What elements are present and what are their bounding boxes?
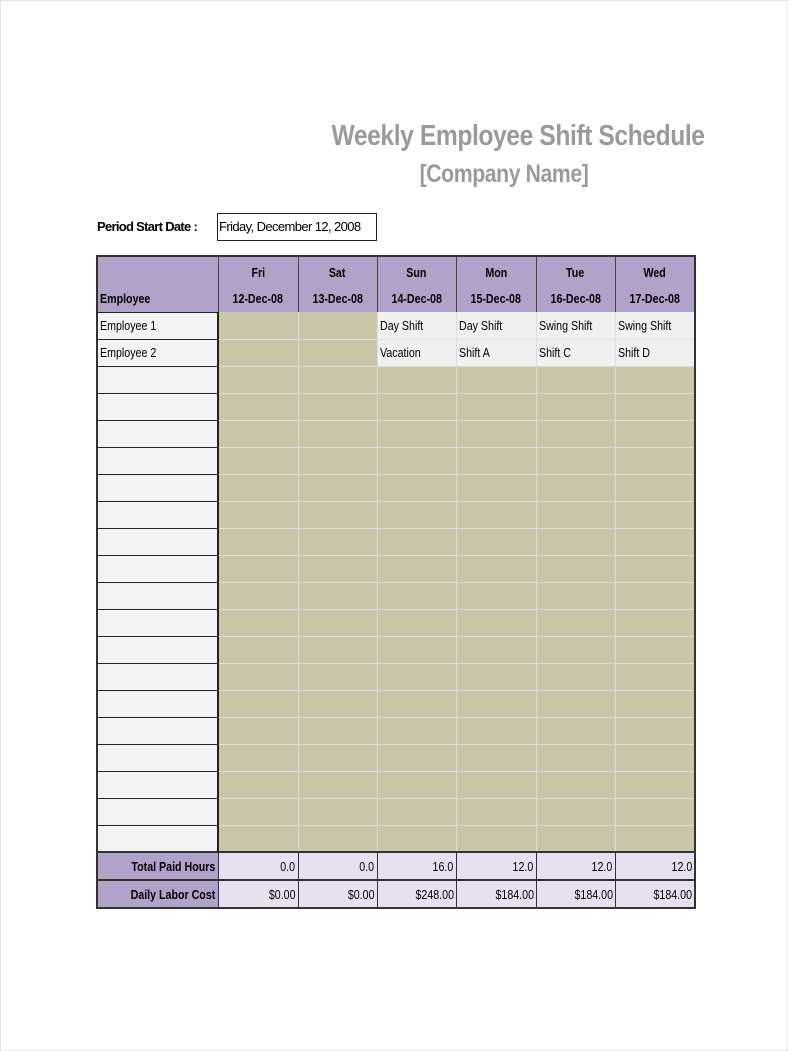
shift-cell[interactable] — [456, 609, 536, 636]
shift-cell[interactable] — [536, 528, 615, 555]
shift-cell-text: Vacation — [379, 345, 421, 360]
shift-cell[interactable] — [218, 582, 298, 609]
shift-cell[interactable] — [218, 501, 298, 528]
shift-cell[interactable] — [377, 420, 456, 447]
shift-cell[interactable] — [218, 474, 298, 501]
shift-cell[interactable] — [615, 825, 695, 852]
employee-name-cell[interactable] — [97, 690, 218, 717]
table-row — [97, 312, 695, 339]
shift-cell-text: Shift C — [538, 345, 571, 360]
shift-cell[interactable] — [536, 582, 615, 609]
shift-cell[interactable] — [615, 690, 695, 717]
shift-cell[interactable] — [615, 771, 695, 798]
shift-cell[interactable] — [615, 393, 695, 420]
shift-cell[interactable] — [536, 636, 615, 663]
day-header — [615, 256, 695, 312]
period-start-value: Friday, December 12, 2008 — [219, 219, 361, 234]
shift-cell[interactable] — [298, 825, 377, 852]
shift-cell[interactable] — [377, 798, 456, 825]
company-name: [Company Name] — [419, 160, 589, 188]
shift-cell[interactable] — [377, 474, 456, 501]
employee-name-cell[interactable] — [97, 474, 218, 501]
table-row — [97, 447, 695, 474]
shift-cell[interactable] — [298, 582, 377, 609]
shift-cell[interactable] — [456, 393, 536, 420]
table-row — [97, 771, 695, 798]
employee-name-cell[interactable] — [97, 825, 218, 852]
shift-cell[interactable] — [377, 447, 456, 474]
shift-cell[interactable] — [456, 717, 536, 744]
shift-cell[interactable] — [456, 339, 536, 366]
employee-name-cell[interactable] — [97, 636, 218, 663]
shift-cell[interactable] — [298, 312, 377, 339]
day-date: 16-Dec-08 — [550, 291, 601, 306]
shift-cell[interactable] — [456, 825, 536, 852]
employee-name-cell-text: Employee 2 — [100, 345, 157, 360]
shift-cell[interactable] — [615, 312, 695, 339]
shift-cell[interactable] — [298, 636, 377, 663]
shift-cell[interactable] — [377, 825, 456, 852]
employee-name-cell[interactable] — [97, 447, 218, 474]
total-paid-hours-label — [97, 852, 218, 880]
shift-cell[interactable] — [615, 609, 695, 636]
page-title: Weekly Employee Shift Schedule — [331, 120, 705, 152]
shift-cell[interactable] — [456, 420, 536, 447]
day-header — [377, 256, 456, 312]
daily-labor-cost-label-text: Daily Labor Cost — [130, 886, 216, 902]
shift-cell[interactable] — [456, 528, 536, 555]
shift-cell[interactable] — [218, 447, 298, 474]
total-paid-hours-value-text: 16.0 — [432, 858, 454, 874]
shift-cell[interactable] — [456, 690, 536, 717]
shift-cell[interactable] — [377, 636, 456, 663]
total-paid-hours-row — [97, 852, 695, 880]
table-row — [97, 501, 695, 528]
employee-name-cell[interactable] — [97, 366, 218, 393]
day-header — [298, 256, 377, 312]
shift-cell[interactable] — [615, 501, 695, 528]
daily-labor-cost-value — [298, 880, 377, 908]
shift-cell[interactable] — [615, 528, 695, 555]
shift-cell[interactable] — [298, 555, 377, 582]
shift-cell[interactable] — [298, 528, 377, 555]
shift-cell[interactable] — [456, 744, 536, 771]
shift-cell[interactable] — [377, 609, 456, 636]
employee-name-cell[interactable] — [97, 312, 218, 339]
shift-cell[interactable] — [377, 555, 456, 582]
shift-cell[interactable] — [615, 744, 695, 771]
shift-cell-text: Swing Shift — [538, 317, 592, 333]
day-name: Fri — [251, 265, 265, 280]
shift-cell[interactable] — [536, 366, 615, 393]
table-row — [97, 474, 695, 501]
total-paid-hours-value-text: 12.0 — [671, 858, 692, 874]
shift-cell[interactable] — [536, 771, 615, 798]
day-name: Tue — [566, 265, 585, 280]
shift-cell[interactable] — [615, 420, 695, 447]
employee-name-cell-text: Employee 1 — [100, 318, 157, 333]
shift-cell[interactable] — [298, 744, 377, 771]
shift-cell[interactable] — [377, 501, 456, 528]
shift-cell[interactable] — [218, 825, 298, 852]
employee-name-cell[interactable] — [97, 609, 218, 636]
employee-name-cell[interactable] — [97, 771, 218, 798]
employee-name-cell[interactable] — [97, 420, 218, 447]
daily-labor-cost-value-text: $184.00 — [573, 886, 613, 902]
total-paid-hours-value — [298, 852, 377, 880]
shift-cell-text: Day Shift — [458, 317, 502, 333]
shift-cell[interactable] — [615, 555, 695, 582]
table-row — [97, 555, 695, 582]
shift-cell[interactable] — [218, 663, 298, 690]
shift-cell[interactable] — [615, 366, 695, 393]
daily-labor-cost-label — [97, 880, 218, 908]
total-paid-hours-value — [377, 852, 456, 880]
table-row — [97, 798, 695, 825]
total-paid-hours-value-text: 0.0 — [280, 858, 296, 874]
shift-cell[interactable] — [377, 744, 456, 771]
day-date: 14-Dec-08 — [391, 291, 442, 306]
day-header — [218, 256, 298, 312]
shift-cell[interactable] — [218, 798, 298, 825]
day-date: 17-Dec-08 — [629, 291, 680, 306]
daily-labor-cost-row — [97, 880, 695, 908]
shift-cell[interactable] — [298, 609, 377, 636]
shift-cell[interactable] — [456, 663, 536, 690]
shift-cell[interactable] — [536, 744, 615, 771]
total-paid-hours-value-text: 12.0 — [591, 858, 613, 874]
shift-cell[interactable] — [298, 717, 377, 744]
shift-cell[interactable] — [218, 717, 298, 744]
table-row — [97, 717, 695, 744]
shift-cell[interactable] — [377, 771, 456, 798]
shift-cell[interactable] — [218, 366, 298, 393]
shift-cell[interactable] — [615, 474, 695, 501]
shift-cell[interactable] — [456, 636, 536, 663]
daily-labor-cost-value — [536, 880, 615, 908]
shift-cell[interactable] — [218, 528, 298, 555]
shift-cell[interactable] — [377, 663, 456, 690]
shift-cell[interactable] — [218, 771, 298, 798]
shift-cell[interactable] — [298, 447, 377, 474]
shift-cell[interactable] — [298, 420, 377, 447]
shift-cell[interactable] — [377, 582, 456, 609]
table-row — [97, 528, 695, 555]
period-start-field[interactable] — [217, 213, 377, 241]
employee-name-cell[interactable] — [97, 393, 218, 420]
shift-cell[interactable] — [536, 393, 615, 420]
table-row — [97, 825, 695, 852]
shift-cell[interactable] — [536, 798, 615, 825]
shift-cell[interactable] — [536, 690, 615, 717]
table-row — [97, 582, 695, 609]
shift-cell-text: Shift A — [458, 345, 490, 360]
day-date: 12-Dec-08 — [232, 291, 284, 306]
shift-cell[interactable] — [218, 420, 298, 447]
total-paid-hours-value — [456, 852, 536, 880]
shift-cell[interactable] — [218, 312, 298, 339]
shift-cell[interactable] — [218, 393, 298, 420]
daily-labor-cost-value-text: $248.00 — [414, 886, 454, 902]
total-paid-hours-value — [536, 852, 615, 880]
shift-cell[interactable] — [377, 690, 456, 717]
employee-name-cell[interactable] — [97, 528, 218, 555]
employee-name-cell[interactable] — [97, 798, 218, 825]
total-paid-hours-label-text: Total Paid Hours — [131, 858, 216, 874]
table-row — [97, 636, 695, 663]
shift-cell[interactable] — [218, 636, 298, 663]
shift-cell[interactable] — [298, 393, 377, 420]
day-header — [536, 256, 615, 312]
shift-cell[interactable] — [298, 690, 377, 717]
schedule-table — [96, 255, 696, 909]
shift-cell[interactable] — [218, 555, 298, 582]
employee-header — [97, 256, 218, 312]
table-row — [97, 690, 695, 717]
employee-name-cell[interactable] — [97, 501, 218, 528]
daily-labor-cost-value-text: $0.00 — [268, 886, 296, 902]
shift-cell[interactable] — [536, 609, 615, 636]
employee-name-cell[interactable] — [97, 717, 218, 744]
shift-cell[interactable] — [536, 312, 615, 339]
shift-cell[interactable] — [456, 447, 536, 474]
shift-cell[interactable] — [298, 339, 377, 366]
employee-name-cell[interactable] — [97, 555, 218, 582]
shift-cell[interactable] — [456, 501, 536, 528]
total-paid-hours-value-text: 0.0 — [359, 858, 375, 874]
shift-cell[interactable] — [377, 393, 456, 420]
shift-cell-text: Swing Shift — [617, 317, 671, 333]
shift-cell[interactable] — [615, 717, 695, 744]
shift-cell[interactable] — [536, 339, 615, 366]
shift-cell[interactable] — [536, 555, 615, 582]
shift-cell[interactable] — [218, 339, 298, 366]
shift-cell[interactable] — [536, 474, 615, 501]
day-name: Mon — [485, 265, 507, 280]
shift-cell[interactable] — [298, 501, 377, 528]
shift-cell[interactable] — [298, 771, 377, 798]
shift-cell[interactable] — [377, 312, 456, 339]
table-row — [97, 744, 695, 771]
day-header — [456, 256, 536, 312]
shift-cell[interactable] — [615, 447, 695, 474]
daily-labor-cost-value — [615, 880, 695, 908]
shift-cell[interactable] — [377, 717, 456, 744]
employee-name-cell[interactable] — [97, 339, 218, 366]
daily-labor-cost-value-text: $184.00 — [494, 886, 534, 902]
shift-cell[interactable] — [377, 339, 456, 366]
employee-name-cell[interactable] — [97, 744, 218, 771]
total-paid-hours-value-text: 12.0 — [512, 858, 534, 874]
employee-header-text: Employee — [100, 290, 151, 306]
table-row — [97, 420, 695, 447]
shift-cell[interactable] — [218, 690, 298, 717]
shift-cell[interactable] — [615, 798, 695, 825]
shift-cell[interactable] — [298, 663, 377, 690]
shift-cell[interactable] — [615, 663, 695, 690]
header-row — [97, 256, 695, 312]
daily-labor-cost-value — [456, 880, 536, 908]
employee-name-cell[interactable] — [97, 582, 218, 609]
shift-cell[interactable] — [298, 366, 377, 393]
day-name: Sun — [406, 265, 427, 280]
shift-cell[interactable] — [456, 771, 536, 798]
total-paid-hours-value — [615, 852, 695, 880]
shift-cell[interactable] — [456, 798, 536, 825]
shift-cell[interactable] — [218, 609, 298, 636]
table-row — [97, 339, 695, 366]
table-row — [97, 366, 695, 393]
table-row — [97, 663, 695, 690]
table-row — [97, 609, 695, 636]
shift-cell[interactable] — [456, 474, 536, 501]
table-row — [97, 393, 695, 420]
day-name: Wed — [643, 265, 666, 280]
daily-labor-cost-value-text: $184.00 — [653, 886, 692, 902]
shift-cell[interactable] — [615, 339, 695, 366]
daily-labor-cost-value — [377, 880, 456, 908]
shift-cell[interactable] — [298, 798, 377, 825]
shift-cell[interactable] — [218, 744, 298, 771]
day-date: 13-Dec-08 — [312, 291, 363, 306]
total-paid-hours-value — [218, 852, 298, 880]
period-start-label: Period Start Date : — [97, 219, 198, 234]
shift-cell[interactable] — [377, 528, 456, 555]
daily-labor-cost-value — [218, 880, 298, 908]
shift-cell[interactable] — [456, 582, 536, 609]
shift-cell[interactable] — [536, 501, 615, 528]
shift-cell[interactable] — [456, 555, 536, 582]
employee-name-cell[interactable] — [97, 663, 218, 690]
shift-cell[interactable] — [536, 717, 615, 744]
shift-cell[interactable] — [377, 366, 456, 393]
shift-cell-text: Shift D — [617, 345, 650, 360]
shift-cell[interactable] — [615, 636, 695, 663]
shift-cell[interactable] — [536, 447, 615, 474]
shift-cell[interactable] — [536, 663, 615, 690]
shift-cell[interactable] — [536, 825, 615, 852]
day-name: Sat — [329, 265, 346, 280]
shift-cell[interactable] — [298, 474, 377, 501]
shift-cell-text: Day Shift — [379, 317, 423, 333]
shift-cell[interactable] — [615, 582, 695, 609]
shift-cell[interactable] — [456, 366, 536, 393]
daily-labor-cost-value-text: $0.00 — [347, 886, 375, 902]
shift-cell[interactable] — [456, 312, 536, 339]
shift-cell[interactable] — [536, 420, 615, 447]
day-date: 15-Dec-08 — [470, 291, 522, 306]
